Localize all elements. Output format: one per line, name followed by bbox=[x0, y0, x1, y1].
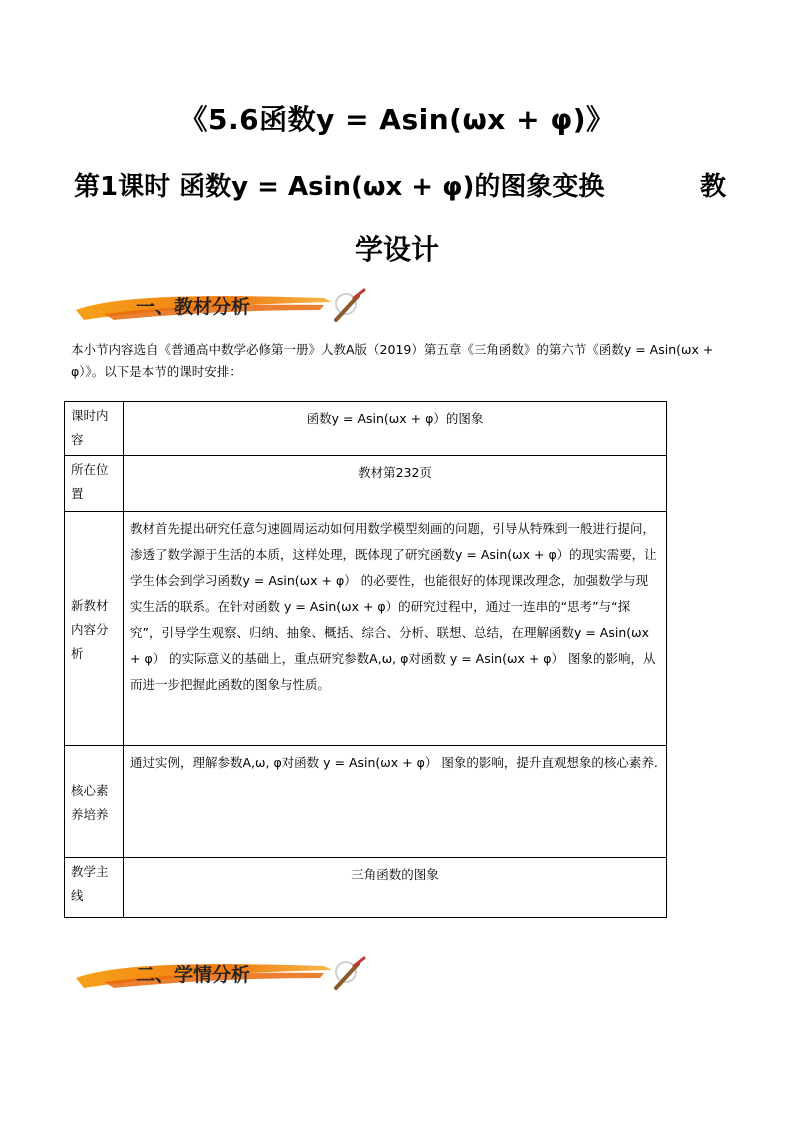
section-banner-1 bbox=[74, 288, 370, 326]
document-title-line2 bbox=[74, 166, 734, 203]
document-title-line1: 《5.6函数y = Asin(ωx + φ)》 bbox=[179, 103, 615, 136]
table-row bbox=[65, 512, 667, 746]
table-label-cell: 核心素养培养 bbox=[65, 746, 124, 858]
table-content-cell: 教材第232页 bbox=[124, 456, 667, 512]
section-banner-2 bbox=[74, 956, 370, 994]
table-label-cell: 所在位置 bbox=[65, 456, 124, 512]
section-heading-1: 一、教材分析 bbox=[136, 296, 251, 318]
table-content-cell: 通过实例，理解参数A,ω, φ对函数 y = Asin(ωx + φ） 图象的影响，提升直观想象的核心素养. bbox=[124, 746, 667, 858]
table-row bbox=[65, 456, 667, 512]
table-content-cell: 三角函数的图象 bbox=[124, 858, 667, 918]
document-title-line3: 学设计 bbox=[354, 233, 439, 266]
table-content-cell: 教材首先提出研究任意匀速圆周运动如何用数学模型刻画的问题，引导从特殊到一般进行提问，渗透了数学源于生活的本质，这样处理，既体现了研究函数y = Asin(ωx + φ）的现实需要，让学生体会到学习函数y = Asin(ωx + φ） 的必要性，也能很好的体现课改理念，加强数学与现实生活的联系。在针对函数 y = Asin(ωx + φ）的研究过程中，通过一连串的“思考”与“探究”，引导学生观察、归纳、抽象、概括、综合、分析、联想、总结，在理解函数y = Asin(ωx + φ） 的实际意义的基础上，重点研究参数A,ω, φ对函数 y = Asin(ωx + φ） 图象的影响，从而进一步把握此函数的图象与性质。 bbox=[124, 512, 667, 746]
lesson-plan-table bbox=[64, 401, 667, 918]
table-label-cell: 新教材内容分析 bbox=[65, 512, 124, 746]
document-title-line2-left: 第1课时 函数y = Asin(ωx + φ)的图象变换 bbox=[74, 172, 605, 202]
table-row bbox=[65, 746, 667, 858]
table-label-cell: 课时内容 bbox=[65, 402, 124, 456]
table-content-cell: 函数y = Asin(ωx + φ）的图象 bbox=[124, 402, 667, 456]
section1-intro-paragraph: 本小节内容选自《普通高中数学必修第一册》人教A版（2019）第五章《三角函数》的第六节《函数y = Asin(ωx + φ）》。以下是本节的课时安排： bbox=[71, 342, 714, 379]
table-row bbox=[65, 402, 667, 456]
section-heading-2: 二、学情分析 bbox=[136, 964, 251, 986]
table-row bbox=[65, 858, 667, 918]
document-title-line2-right: 教 bbox=[699, 172, 726, 202]
table-label-cell: 教学主线 bbox=[65, 858, 124, 918]
